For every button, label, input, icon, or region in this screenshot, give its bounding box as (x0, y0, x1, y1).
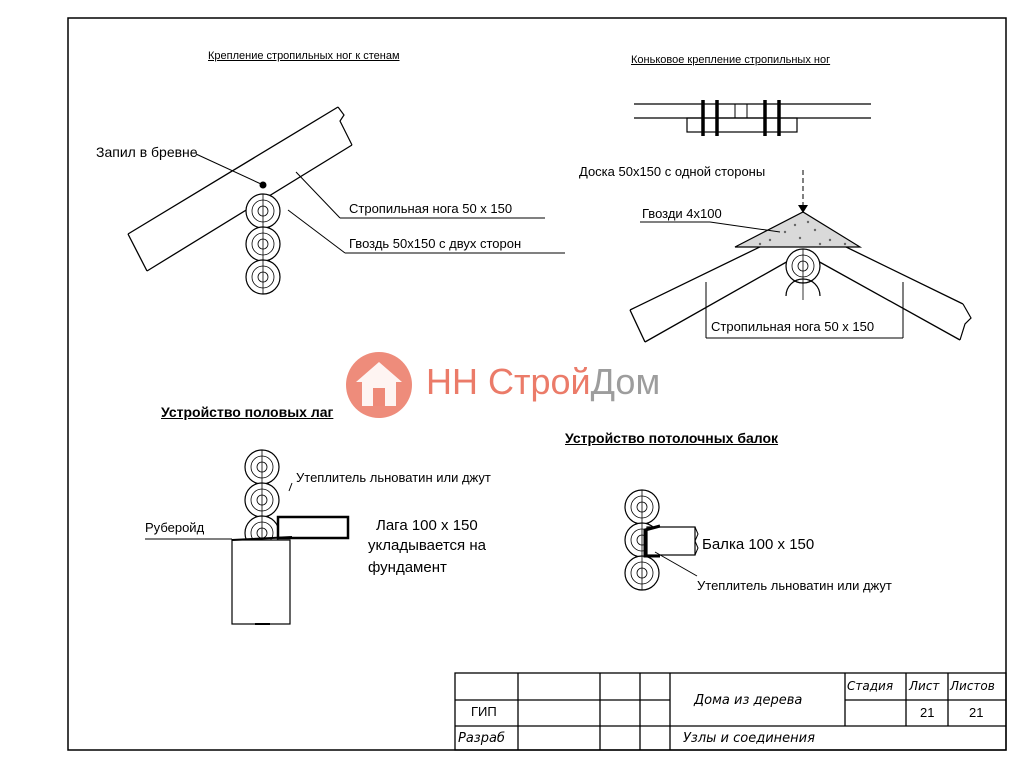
nail-label: Гвоздь 50х150 с двух сторон (349, 236, 522, 251)
roofing-label: Руберойд (145, 520, 205, 535)
ridge-diagram (630, 100, 971, 342)
ridge-title: Коньковое крепление стропильных ног (631, 54, 831, 66)
gip-label: ГИП (471, 704, 497, 719)
board-label: Доска 50х150 с одной стороны (579, 164, 766, 179)
sheet-name: Узлы и соединения (683, 731, 815, 746)
joist-label-3: фундамент (368, 559, 447, 576)
sheet-label: Лист (909, 679, 940, 693)
ceiling-insulation-label: Утеплитель льноватин или джут (697, 578, 892, 593)
sheets-value: 21 (969, 705, 984, 720)
rafter-label: Стропильная нога 50 х 150 (349, 201, 513, 216)
beam-label: Балка 100 х 150 (702, 536, 815, 553)
rafter-wall-title: Крепление стропильных ног к стенам (208, 50, 400, 62)
joist-label-1: Лага 100 х 150 (376, 517, 478, 534)
sheets-label: Листов (950, 679, 995, 693)
joist-label-2: укладывается на (368, 537, 486, 554)
log-cut-label: Запил в бревне (96, 144, 198, 160)
house-logo-icon (344, 350, 414, 420)
floor-insulation-label: Утеплитель льноватин или джут (296, 470, 491, 485)
sheet-value: 21 (920, 705, 935, 720)
watermark-part2: Дом (590, 361, 661, 402)
ceiling-beams-title: Устройство потолочных балок (565, 430, 779, 446)
watermark-logo (344, 350, 689, 420)
ceiling-beams-diagram (625, 490, 698, 590)
stage-label: Стадия (847, 679, 894, 693)
razrab-label: Разраб (458, 731, 505, 746)
project-name: Дома из дерева (694, 693, 803, 708)
nails-label: Гвозди 4х100 (642, 206, 722, 221)
floor-joists-title: Устройство половых лаг (161, 404, 334, 420)
watermark-text (426, 362, 660, 402)
ridge-rafter-label: Стропильная нога 50 х 150 (711, 319, 875, 334)
watermark-part1: НН Строй (426, 361, 591, 402)
